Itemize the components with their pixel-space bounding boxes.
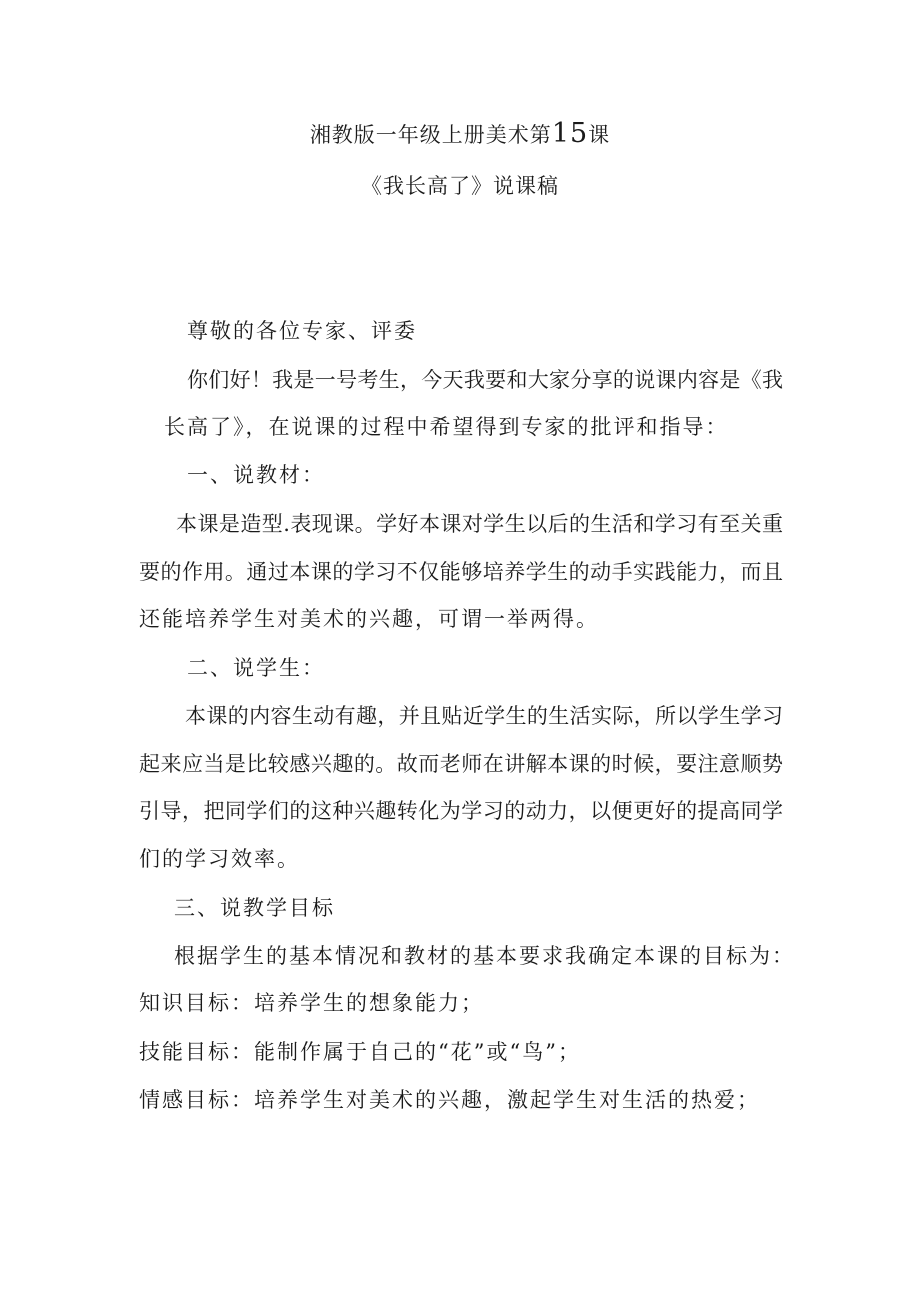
section-2-line-2: 起来应当是比较感兴趣的。故而老师在讲解本课的时候，要注意顺势: [139, 752, 783, 776]
section-2-line-3: 引导，把同学们的这种兴趣转化为学习的动力，以便更好的提高同学: [139, 799, 783, 823]
section-2-line-4: 们的学习效率。: [139, 847, 300, 871]
intro-line-2: 长高了》，在说课的过程中希望得到专家的批评和指导：: [164, 415, 729, 439]
section-2-heading: 二、说学生：: [187, 656, 325, 680]
section-1-line-1: 本课是造型.表现课。学好本课对学生以后的生活和学习有至关重: [176, 512, 783, 536]
intro-line-1: 你们好！我是一号考生，今天我要和大家分享的说课内容是《我: [187, 368, 783, 392]
goal-skill: 技能目标：能制作属于自己的“花”或“鸟”；: [139, 1040, 581, 1064]
goal-emotion: 情感目标：培养学生对美术的兴趣，激起学生对生活的热爱；: [139, 1088, 760, 1112]
document-title: [0, 118, 920, 149]
section-1-heading: 一、说教材：: [187, 463, 325, 487]
section-3-heading: 三、说教学目标: [174, 896, 335, 920]
title-suffix: 课: [588, 123, 611, 147]
section-1-line-3: 还能培养学生对美术的兴趣，可谓一举两得。: [139, 607, 599, 631]
title-number: 15: [551, 118, 589, 149]
section-2-line-1: 本课的内容生动有趣，并且贴近学生的生活实际，所以学生学习: [185, 704, 783, 728]
section-3-intro: 根据学生的基本情况和教材的基本要求我确定本课的目标为：: [174, 944, 795, 968]
section-1-line-2: 要的作用。通过本课的学习不仅能够培养学生的动手实践能力，而且: [139, 560, 783, 584]
goal-knowledge: 知识目标：培养学生的想象能力；: [139, 991, 484, 1015]
title-prefix: 湘教版一年级上册美术第: [309, 123, 552, 147]
greeting: 尊敬的各位专家、评委: [187, 319, 417, 343]
document-subtitle: 《我长高了》说课稿: [361, 174, 559, 198]
